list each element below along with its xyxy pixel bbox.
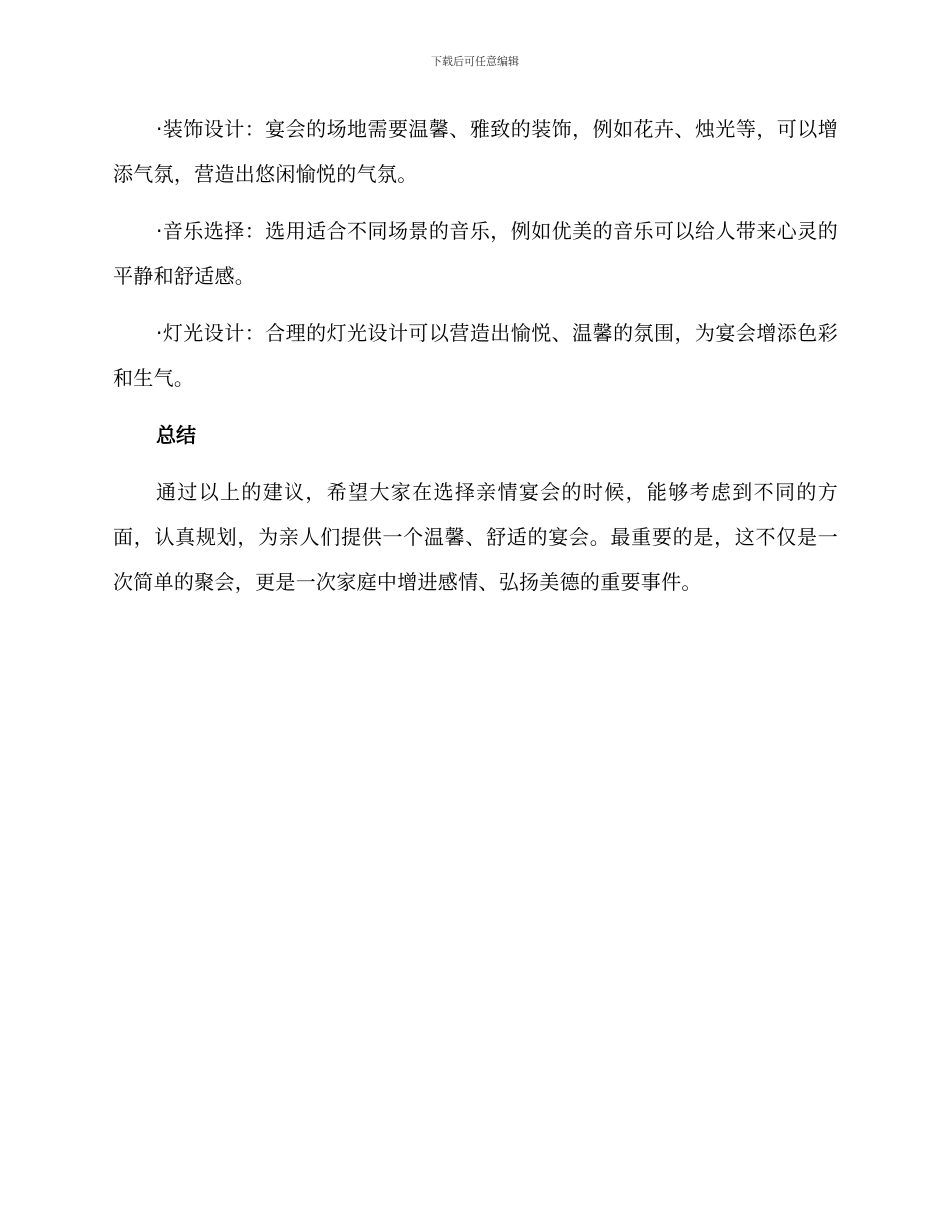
bullet-label: 音乐选择： bbox=[162, 219, 266, 243]
summary-paragraph: 通过以上的建议，希望大家在选择亲情宴会的时候，能够考虑到不同的方面，认真规划，为亲人们提供一个温馨、舒适的宴会。最重要的是，这不仅是一次简单的聚会，更是一次家庭中增进感情、弘扬美德的重要事件。 bbox=[113, 480, 838, 594]
bullet-label: 灯光设计： bbox=[162, 321, 266, 345]
bullet-label: 装饰设计： bbox=[162, 117, 266, 141]
bullet-text: 选用适合不同场景的音乐，例如优美的音乐可以给人带来心灵的平静和舒适感。 bbox=[113, 219, 839, 288]
bullet-mark: · bbox=[156, 321, 163, 345]
bullet-mark: · bbox=[156, 117, 163, 141]
bullet-item-lighting bbox=[113, 311, 838, 401]
bullet-mark: · bbox=[156, 219, 163, 243]
bullet-item-music bbox=[113, 209, 838, 299]
summary-heading: 总结 bbox=[156, 423, 196, 447]
document-body bbox=[113, 107, 838, 605]
bullet-item-decoration bbox=[113, 107, 838, 197]
bullet-text: 宴会的场地需要温馨、雅致的装饰，例如花卉、烛光等，可以增添气氛，营造出悠闲愉悦的气氛。 bbox=[113, 117, 839, 186]
bullet-text: 合理的灯光设计可以营造出愉悦、温馨的氛围，为宴会增添色彩和生气。 bbox=[113, 321, 839, 390]
page-header: 下载后可任意编辑 bbox=[431, 55, 519, 68]
